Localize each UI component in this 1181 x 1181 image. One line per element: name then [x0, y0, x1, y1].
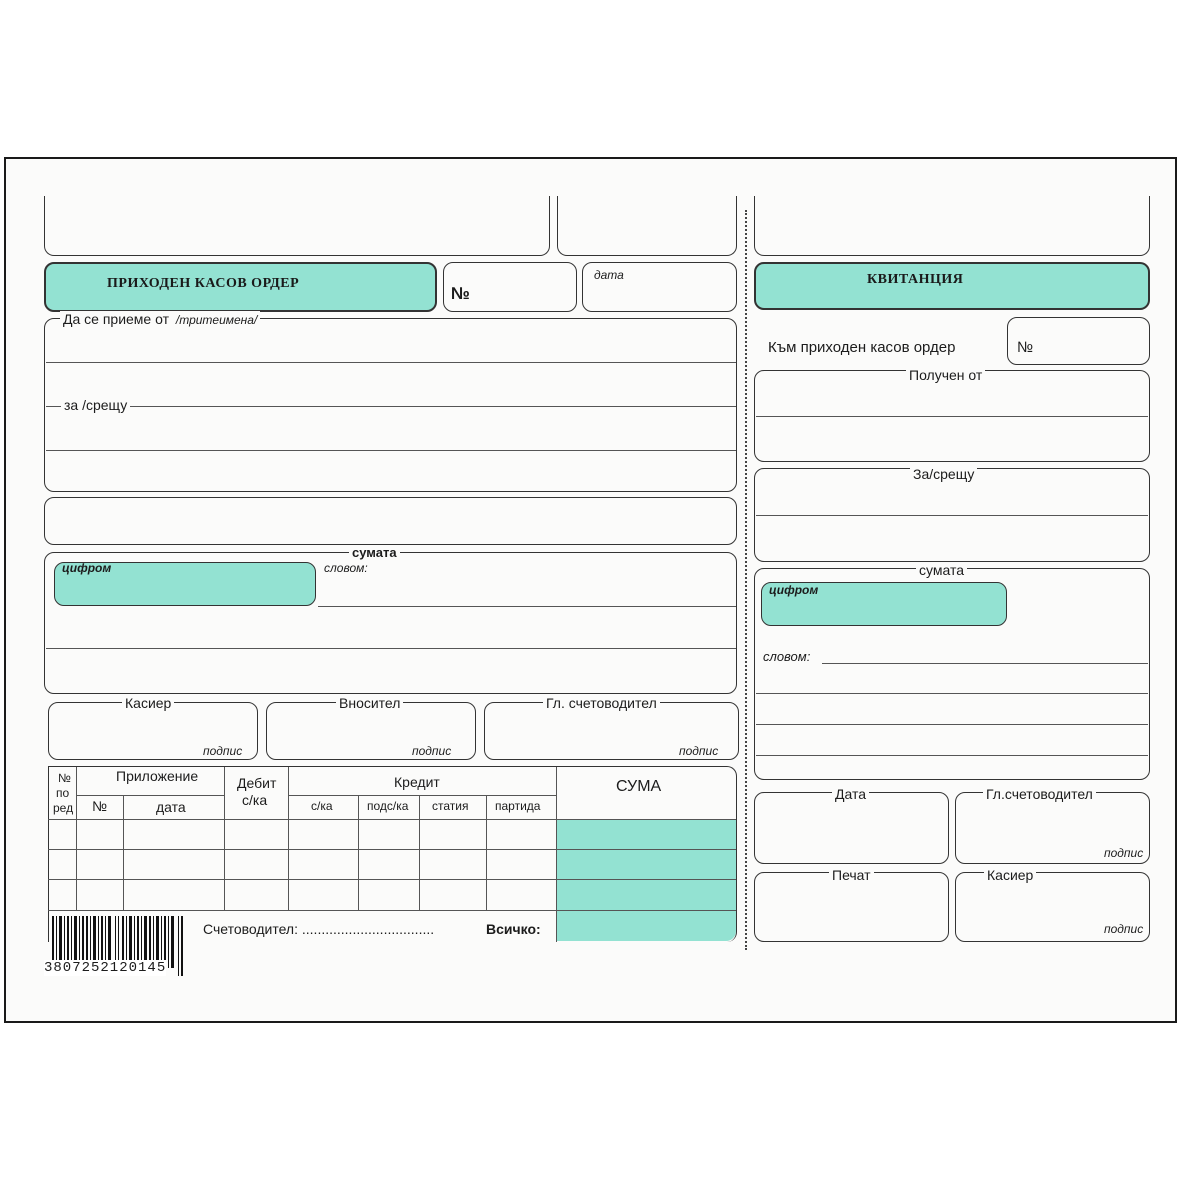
rule [756, 724, 1148, 725]
col-divider [224, 767, 225, 911]
receipt-cashier-sign: подпис [1104, 922, 1144, 936]
col-no-header-3: ред [53, 801, 74, 815]
credit-col-batch: партида [495, 799, 541, 813]
receipt-title: КВИТАНЦИЯ [867, 272, 964, 287]
receipt-words-label: словом: [763, 649, 811, 664]
col-divider [358, 795, 359, 911]
for-label: за /срещу [61, 397, 130, 413]
extra-field[interactable] [44, 497, 737, 545]
order-digits-label: цифром [62, 561, 112, 575]
order-amount-label: сумата [349, 545, 400, 560]
receipt-chief-sign: подпис [1104, 846, 1144, 860]
rule [46, 406, 736, 407]
row-divider [48, 910, 736, 911]
row-divider [48, 879, 736, 880]
credit-header: Кредит [394, 774, 440, 790]
col-no-header-1: № [58, 771, 71, 785]
attachment-date-header: дата [156, 799, 186, 815]
rule [46, 648, 736, 649]
top-field-bulstat[interactable] [557, 196, 737, 256]
rule [756, 515, 1148, 516]
debit-header-1: Дебит [237, 775, 277, 791]
attachment-header: Приложение [116, 768, 199, 784]
col-divider [556, 767, 557, 942]
attachment-no-header: № [92, 798, 108, 814]
barcode-number: 3807252120145 [44, 960, 167, 976]
signature-role-depositor: Вносител [336, 695, 403, 711]
row-divider [289, 795, 556, 796]
receipt-date-box[interactable] [754, 792, 949, 864]
receipt-ref-label: Към приходен касов ордер [768, 339, 956, 356]
row-divider [48, 819, 736, 820]
signature-role-chief-accountant: Гл. счетоводител [543, 695, 660, 711]
receipt-stamp-label: Печат [829, 867, 874, 883]
receipt-date-label: Дата [832, 786, 869, 802]
col-divider [123, 795, 124, 911]
row-divider [77, 795, 224, 796]
total-label: Всичко: [486, 921, 541, 937]
rule [318, 606, 736, 607]
received-from-block[interactable] [44, 318, 737, 492]
rule [822, 663, 1148, 664]
col-divider [288, 767, 289, 911]
debit-header-2: с/ка [242, 792, 268, 808]
signature-sign-chief-accountant: подпис [679, 744, 719, 758]
col-divider [486, 795, 487, 911]
sum-header: СУМА [616, 778, 662, 795]
credit-col-account: с/ка [311, 799, 333, 813]
received-from-label: Да се приеме от /тритеимена/ [60, 311, 260, 327]
receipt-cashier-label: Касиер [984, 867, 1036, 883]
receipt-digits-label: цифром [769, 583, 819, 597]
rule [46, 450, 736, 451]
rule [756, 693, 1148, 694]
receipt-received-from-label: Получен от [906, 367, 985, 383]
rule [46, 362, 736, 363]
signature-sign-depositor: подпис [412, 744, 452, 758]
rule [756, 416, 1148, 417]
receipt-for-label: За/срещу [910, 466, 977, 482]
credit-col-subaccount: подс/ка [367, 799, 409, 813]
order-number-label: № [451, 284, 470, 303]
order-words-label: словом: [324, 561, 368, 575]
accountant-label: Счетоводител: .................................. [203, 921, 435, 937]
order-title: ПРИХОДЕН КАСОВ ОРДЕР [107, 276, 300, 291]
signature-sign-cashier: подпис [203, 744, 243, 758]
col-no-header-2: по [56, 786, 70, 800]
credit-col-article: статия [432, 799, 469, 813]
row-divider [48, 849, 736, 850]
col-divider [76, 767, 77, 911]
rule [756, 755, 1148, 756]
top-field-receipt[interactable] [754, 196, 1150, 256]
col-divider [419, 795, 420, 911]
perforation-line [745, 210, 747, 950]
receipt-number-label: № [1017, 339, 1034, 356]
order-date-label: дата [594, 268, 624, 282]
signature-role-cashier: Касиер [122, 695, 174, 711]
receipt-amount-label: сумата [916, 562, 967, 578]
top-field-company[interactable] [44, 196, 550, 256]
receipt-chief-accountant-label: Гл.счетоводител [983, 786, 1096, 802]
